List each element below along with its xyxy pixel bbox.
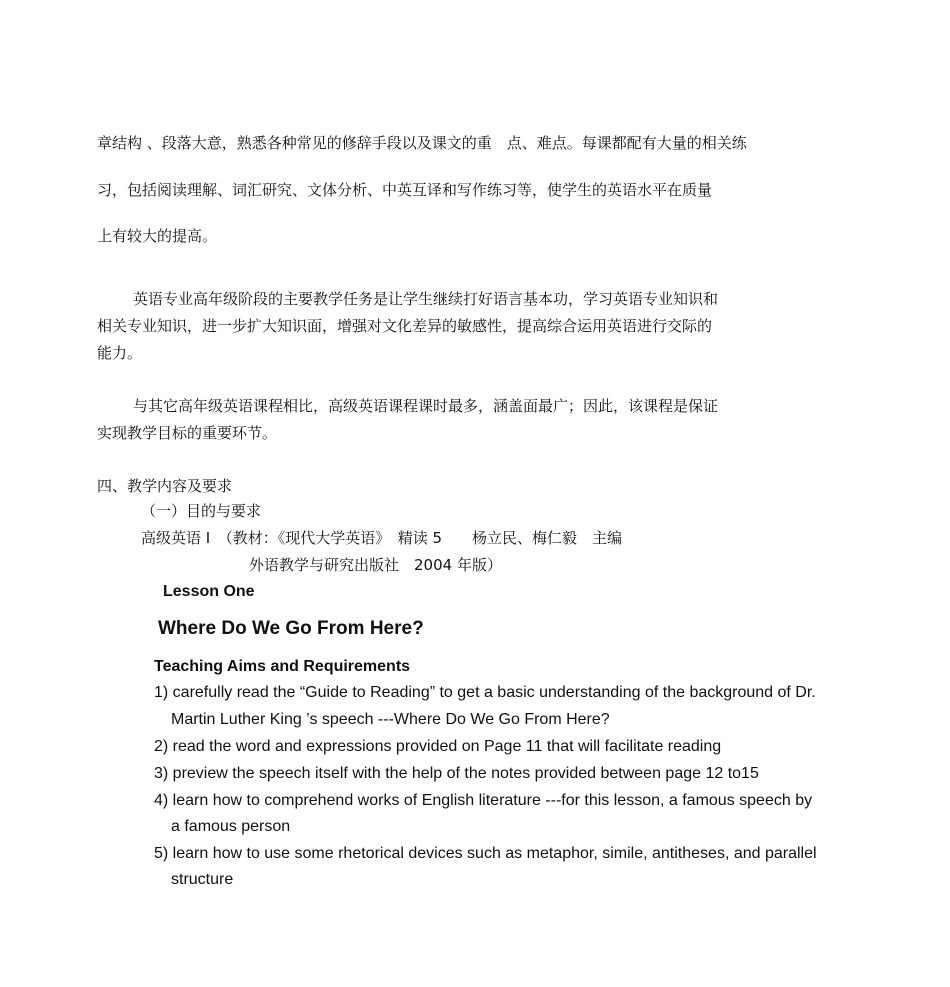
paragraph-3-line-2: 实现教学目标的重要环节。 <box>97 424 278 442</box>
intro-line-2: 习，包括阅读理解、词汇研究、文体分析、中英互译和写作练习等，使学生的英语水平在质量 <box>97 181 713 199</box>
aim-item-3: 3) preview the speech itself with the help of the notes provided between page 12 to15 <box>154 765 759 782</box>
section-heading: 四、教学内容及要求 <box>97 477 233 495</box>
lesson-title: Where Do We Go From Here? <box>158 618 424 639</box>
intro-line-3: 上有较大的提高。 <box>97 227 218 245</box>
aim-item-5-line-1: 5) learn how to use some rhetorical devices such as metaphor, simile, antitheses, and parallel <box>154 845 817 862</box>
aim-item-1-line-2: Martin Luther King ’s speech ---Where Do We Go From Here? <box>171 711 610 728</box>
aim-item-1-line-1: 1) carefully read the “Guide to Reading” to get a basic understanding of the background of Dr. <box>154 684 816 701</box>
paragraph-2-line-3: 能力。 <box>97 344 143 362</box>
aim-item-5-line-2: structure <box>171 871 234 888</box>
paragraph-2-line-1: 英语专业高年级阶段的主要教学任务是让学生继续打好语言基本功，学习英语专业知识和 <box>133 290 719 308</box>
paragraph-3-line-1: 与其它高年级英语课程相比，高级英语课程课时最多，涵盖面最广；因此，该课程是保证 <box>133 397 719 415</box>
aim-item-4-line-1: 4) learn how to comprehend works of English literature ---for this lesson, a famous speech by <box>154 792 813 809</box>
intro-line-1: 章结构 、段落大意，熟悉各种常见的修辞手段以及课文的重 点、难点。每课都配有大量的相关练 <box>97 134 747 152</box>
section-subheading: （一）目的与要求 <box>141 502 262 520</box>
aims-heading: Teaching Aims and Requirements <box>154 658 411 675</box>
course-info-line-1: 高级英语 Ⅰ （教材：《现代大学英语》 精读 5 杨立民、梅仁毅 主编 <box>141 529 623 547</box>
aim-item-2: 2) read the word and expressions provided on Page 11 that will facilitate reading <box>154 738 722 755</box>
course-info-line-2: 外语教学与研究出版社 2004 年版） <box>249 556 502 574</box>
aim-item-4-line-2: a famous person <box>171 818 291 835</box>
paragraph-2-line-2: 相关专业知识，进一步扩大知识面，增强对文化差异的敏感性，提高综合运用英语进行交际的 <box>97 317 713 335</box>
lesson-label: Lesson One <box>163 583 255 600</box>
